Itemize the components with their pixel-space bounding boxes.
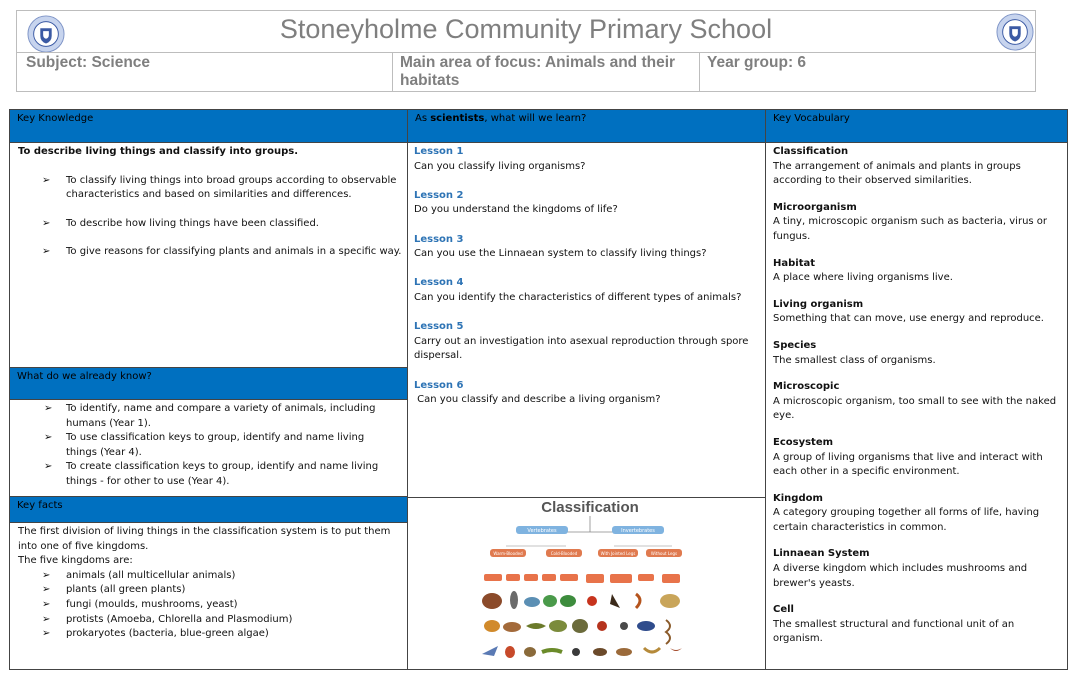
lesson-title: Lesson 6 [414, 379, 464, 391]
school-crest-left-icon [27, 15, 65, 53]
focus-label: Main area of focus: Animals and their habitats [400, 54, 676, 89]
vocab-term: Kingdom [773, 492, 823, 504]
key-knowledge-content [18, 145, 402, 260]
vocab-definition: The smallest structural and functional unit of an organism. [773, 618, 1015, 645]
vocab-term: Living organism [773, 298, 864, 310]
lesson-title: Lesson 2 [414, 189, 464, 201]
vocab-term: Habitat [773, 257, 816, 269]
year-group-label: Year group: 6 [707, 54, 807, 71]
lesson-text: Can you identify the characteristics of different types of animals? [414, 291, 742, 303]
warm-blooded-label: Warm-Blooded [493, 551, 523, 556]
jointed-legs-label: With Jointed Legs [600, 551, 636, 556]
key-knowledge-intro: To describe living things and classify into groups. [18, 146, 299, 157]
invertebrates-label: Invertebrates [621, 528, 655, 534]
without-legs-label: Without Legs [650, 551, 678, 556]
vocab-definition: A category grouping together all forms of life, having certain characteristics in common. [773, 507, 1040, 533]
list-item: ➢ prokaryotes (bacteria, blue-green algae) [18, 627, 402, 642]
list-item: ➢ To give reasons for classifying plants and animals in a specific way. [18, 245, 402, 260]
vocab-term: Microscopic [773, 381, 840, 393]
list-item: ➢ animals (all multicellular animals) [18, 569, 402, 584]
vocab-term: Classification [773, 146, 849, 157]
school-crest-right-icon [996, 13, 1034, 51]
subject-label: Subject: Science [26, 54, 151, 71]
vocab-term: Linnaean System [773, 548, 870, 560]
lesson-text: Do you understand the kingdoms of life? [414, 204, 618, 216]
vocab-definition: A place where living organisms live. [773, 272, 953, 284]
list-item: ➢ fungi (moulds, mushrooms, yeast) [18, 598, 402, 613]
vocab-definition: Something that can move, use energy and reproduce. [773, 313, 1044, 325]
list-item: ➢ To describe how living things have been classified. [18, 217, 402, 232]
lesson-title: Lesson 1 [414, 146, 464, 157]
vocab-term: Ecosystem [773, 436, 834, 448]
lesson-text: Can you classify and describe a living organism? [414, 394, 661, 406]
prior-knowledge-content [18, 402, 390, 490]
cold-blooded-label: Cold-Blooded [550, 551, 578, 556]
classification-title: Classification [541, 499, 639, 516]
school-name: Stoneyholme Community Primary School [279, 14, 773, 44]
list-item: ➢ protists (Amoeba, Chlorella and Plasmodium) [18, 613, 402, 628]
key-facts-text: The first division of living things in the classification system is to put them into one of five kingdoms. [18, 526, 391, 552]
vocab-term: Species [773, 339, 817, 351]
lessons-content [414, 145, 760, 408]
vocab-term: Cell [773, 604, 794, 616]
vocabulary-heading: Key Vocabulary [766, 110, 1067, 142]
vocab-definition: The smallest class of organisms. [773, 354, 936, 366]
key-facts-list-intro: The five kingdoms are: [18, 555, 133, 567]
lesson-text: Can you use the Linnaean system to classify living things? [414, 248, 707, 260]
vocab-definition: A diverse kingdom which includes mushrooms and brewer's yeasts. [773, 563, 1028, 589]
lesson-text: Can you classify living organisms? [414, 160, 586, 172]
list-item: ➢ To use classification keys to group, identify and name living things (Year 4). [18, 431, 390, 460]
lesson-title: Lesson 3 [414, 233, 464, 245]
vocab-definition: The arrangement of animals and plants in groups according to their observed similarities. [773, 160, 1021, 187]
list-item: ➢ To create classification keys to group, identify and name living things - for other to use (Year 4). [18, 460, 390, 489]
key-knowledge-heading: Key Knowledge [10, 110, 407, 142]
prior-knowledge-heading: What do we already know? [10, 368, 407, 399]
vocab-definition: A microscopic organism, too small to see with the naked eye. [773, 395, 1057, 422]
list-item: ➢ plants (all green plants) [18, 583, 402, 598]
key-facts-heading: Key facts [10, 497, 407, 522]
lessons-heading: As scientists, what will we learn? [408, 110, 765, 142]
list-item: ➢ To classify living things into broad groups according to observable characteristics and based on similarities and differences. [18, 174, 402, 203]
vocab-definition: A group of living organisms that live and interact with each other in a specific environment. [773, 451, 1043, 478]
lesson-title: Lesson 4 [414, 277, 464, 289]
vertebrates-label: Vertebrates [527, 528, 557, 534]
lesson-text: Carry out an investigation into asexual reproduction through spore dispersal. [414, 335, 749, 362]
vocabulary-content [773, 145, 1065, 647]
lesson-title: Lesson 5 [414, 321, 464, 333]
vocab-term: Microorganism [773, 201, 857, 213]
vocab-definition: A tiny, microscopic organism such as bacteria, virus or fungus. [773, 216, 1048, 242]
key-facts-content [18, 525, 402, 642]
classification-diagram-image [476, 498, 704, 668]
list-item: ➢ To identify, name and compare a variety of animals, including humans (Year 1). [18, 402, 390, 431]
